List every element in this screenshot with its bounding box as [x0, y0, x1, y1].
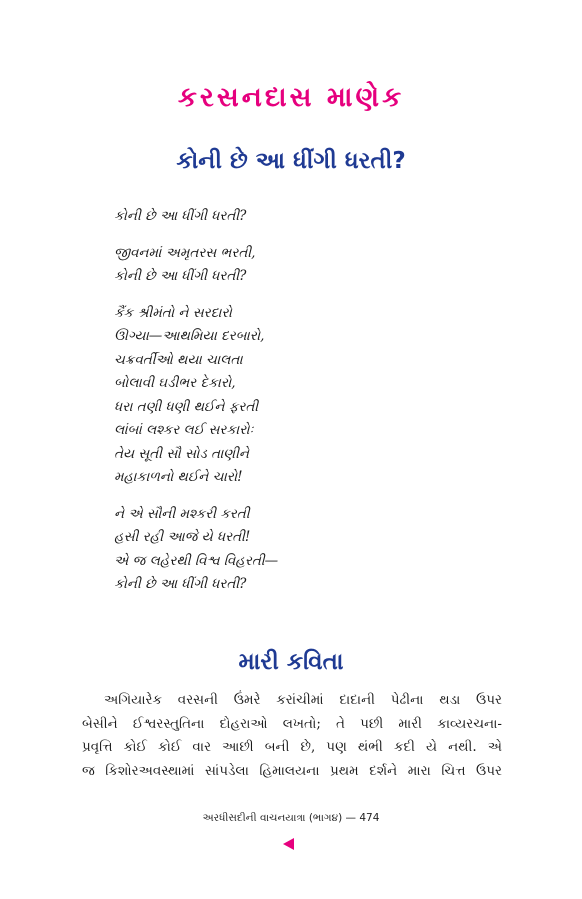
author-name: કરસનદાસ માણેક — [177, 82, 405, 113]
poem-line: ચક્રવર્તીઓ થયા ચાલતા — [114, 351, 243, 368]
poem-stanza — [114, 503, 514, 597]
poem-line: બોલાવી ઘડીભર દેકારો, — [114, 375, 236, 391]
poem-line: કોની છે આ ધીંગી ધરતી? — [114, 208, 247, 224]
paragraph-line: બેસીને ઈશ્વરસ્તુતિના દોહરાઓ લખતો; તે પછી મારી કાવ્યરચના- — [82, 715, 502, 732]
poem-line: જીવનમાં અમૃતરસ ભરતી, — [114, 244, 256, 261]
triangle-left-icon[interactable] — [283, 838, 294, 850]
poem-line: ધરા તણી ધણી થઈને ફરતી — [114, 398, 259, 415]
poem-line: ને એ સૌની મશ્કરી કરતી — [114, 505, 250, 522]
paragraph-line: જ કિશોરઅવસ્થામાં સાંપડેલા હિમાલયના પ્રથમ દર્શને મારા ચિત્ત ઉપર — [82, 762, 502, 779]
poem-stanza — [114, 205, 514, 229]
poem-line: એ જ લહેરથી વિશ્વ વિહરતી— — [114, 552, 279, 569]
poem-line: ઊગ્યા—આથમિયા દરબારો, — [114, 328, 265, 344]
poem-line: કોની છે આ ધીંગી ધરતી? — [114, 576, 247, 592]
poem-line: તેય સૂતી સૌ સોડ તાણીને — [114, 445, 249, 462]
poem-title: કોની છે આ ધીંગી ધરતી? — [176, 148, 406, 174]
poem-stanza — [114, 242, 514, 289]
poem-body — [114, 205, 514, 610]
poem-line: હસી રહી આજે યે ધરતી! — [114, 529, 251, 545]
paragraph-line: પ્રવૃત્તિ કોઈ કોઈ વાર આછી બની છે, પણ થંભી કદી યે નથી. એ — [82, 739, 502, 755]
page-footer: અરધીસદીની વાચનયાત્રા (ભાગ૪) — 474 — [202, 812, 380, 824]
paragraph-line: અગિયારેક વરસની ઉંમરે કરાંચીમાં દાદાની પેઢીના થડા ઉપર — [104, 692, 502, 708]
poem-stanza — [114, 302, 514, 490]
section-title: મારી કવિતા — [238, 649, 344, 675]
poem-line: કૈંક શ્રીમંતો ને સરદારો — [114, 304, 232, 321]
poem-line: મહાકાળનો થઈને ચારો! — [114, 469, 243, 485]
poem-line: લાંબાં લશ્કર લઈ સરકારોઃ — [114, 422, 254, 438]
poem-line: કોની છે આ ધીંગી ધરતી? — [114, 268, 247, 284]
prose-paragraph — [82, 689, 502, 783]
